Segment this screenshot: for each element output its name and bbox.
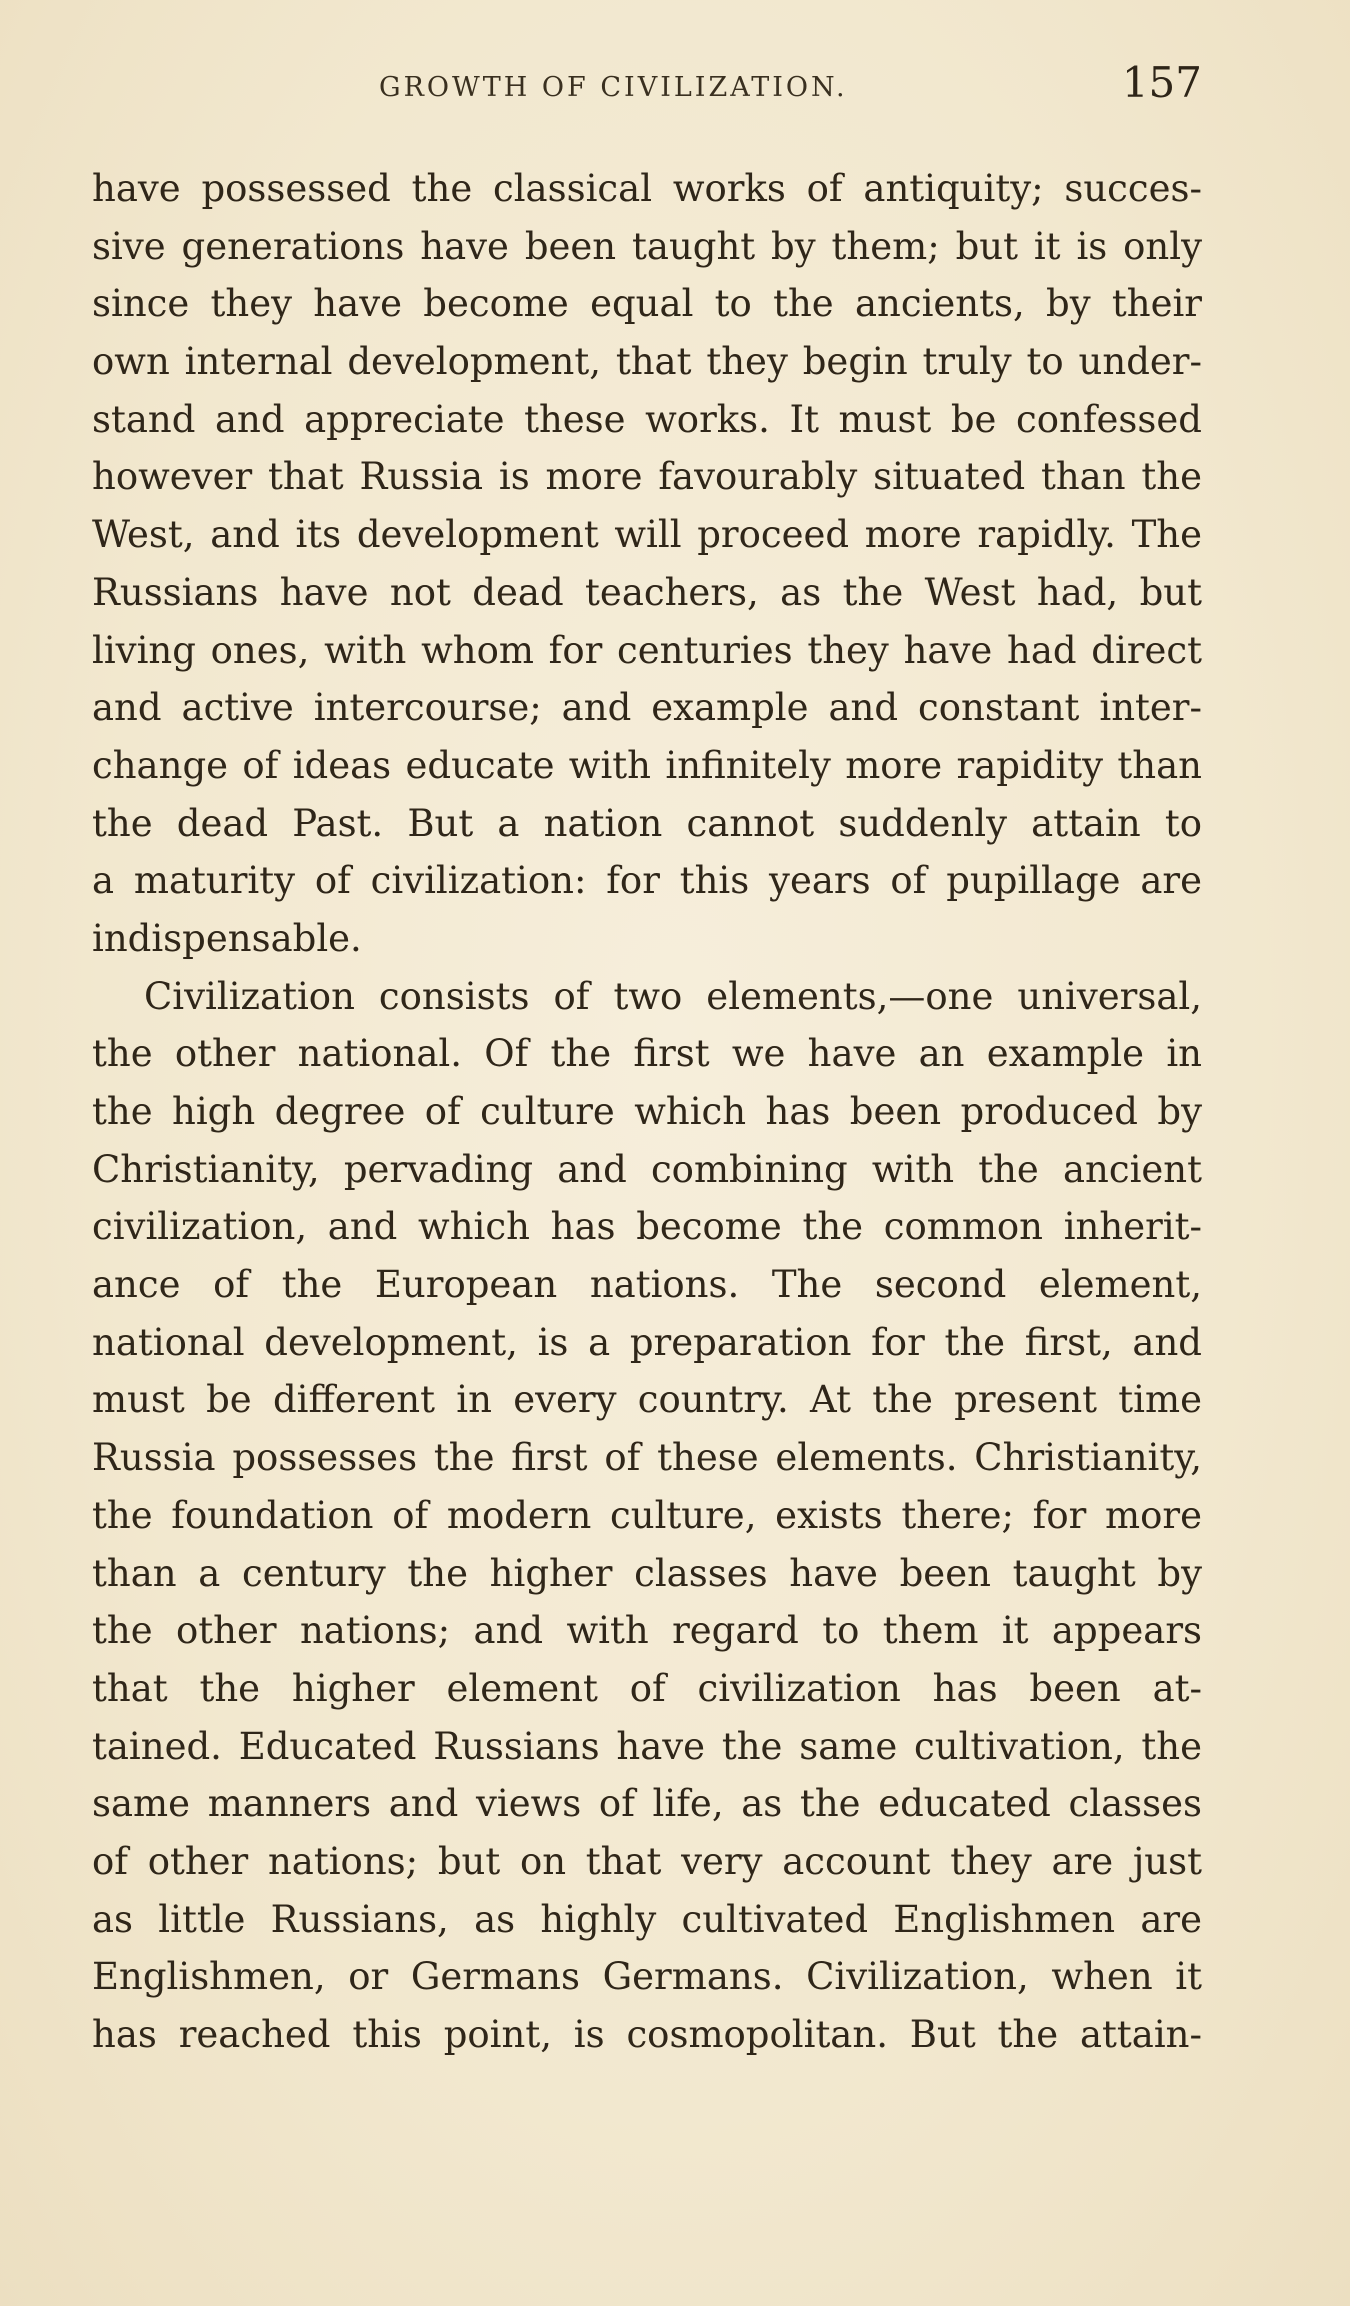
text-line: sive generations have been taught by them; but it is only <box>92 224 1202 268</box>
text-line: of other nations; but on that very account they are just <box>92 1839 1202 1883</box>
paragraph-start-line: Civilization consists of two elements,—one universal, <box>144 974 1202 1018</box>
paragraph-end-line: indispensable. <box>92 916 362 960</box>
text-line: Christianity, pervading and combining with the ancient <box>92 1147 1202 1191</box>
text-line: the foundation of modern culture, exists there; for more <box>92 1493 1202 1537</box>
text-line: same manners and views of life, as the educated classes <box>92 1782 1202 1826</box>
text-line: ance of the European nations. The second element, <box>92 1263 1202 1307</box>
text-line: stand and appreciate these works. It must be confessed <box>92 397 1202 441</box>
text-line: own internal development, that they begin truly to under- <box>92 340 1202 384</box>
text-line: however that Russia is more favourably situated than the <box>92 455 1202 499</box>
text-line: civilization, and which has become the common inherit- <box>92 1205 1202 1249</box>
text-line: Russia possesses the first of these elements. Christianity, <box>92 1436 1202 1480</box>
text-line: the high degree of culture which has been produced by <box>92 1090 1202 1133</box>
text-line: since they have become equal to the ancients, by their <box>92 282 1202 326</box>
text-line: and active intercourse; and example and constant inter- <box>92 686 1202 730</box>
text-line: national development, is a preparation for the first, and <box>92 1320 1202 1364</box>
text-line: the other national. Of the first we have an example in <box>92 1032 1202 1076</box>
text-line: that the higher element of civilization has been at- <box>92 1666 1202 1710</box>
body-text <box>92 160 1202 2064</box>
text-line: as little Russians, as highly cultivated Englishmen are <box>92 1897 1202 1941</box>
text-line: Englishmen, or Germans Germans. Civilization, when it <box>92 1955 1202 1999</box>
text-line: tained. Educated Russians have the same cultivation, the <box>92 1724 1202 1768</box>
page-header <box>92 58 1202 118</box>
text-line: must be different in every country. At the present time <box>92 1378 1202 1422</box>
text-line: West, and its development will proceed more rapidly. The <box>92 513 1202 557</box>
text-line: Russians have not dead teachers, as the West had, but <box>92 570 1202 614</box>
text-line: the other nations; and with regard to them it appears <box>92 1609 1202 1653</box>
page-number: 157 <box>1121 58 1202 107</box>
text-line: living ones, with whom for centuries they have had direct <box>92 628 1202 672</box>
text-line: a maturity of civilization: for this years of pupillage are <box>92 859 1202 903</box>
text-line: have possessed the classical works of antiquity; succes- <box>92 167 1202 210</box>
running-head: GROWTH OF CIVILIZATION. <box>379 72 848 103</box>
text-line: change of ideas educate with infinitely more rapidity than <box>92 743 1202 787</box>
text-line: has reached this point, is cosmopolitan. But the attain- <box>92 2013 1202 2056</box>
text-line: than a century the higher classes have been taught by <box>92 1551 1202 1595</box>
text-line: the dead Past. But a nation cannot suddenly attain to <box>92 801 1202 845</box>
